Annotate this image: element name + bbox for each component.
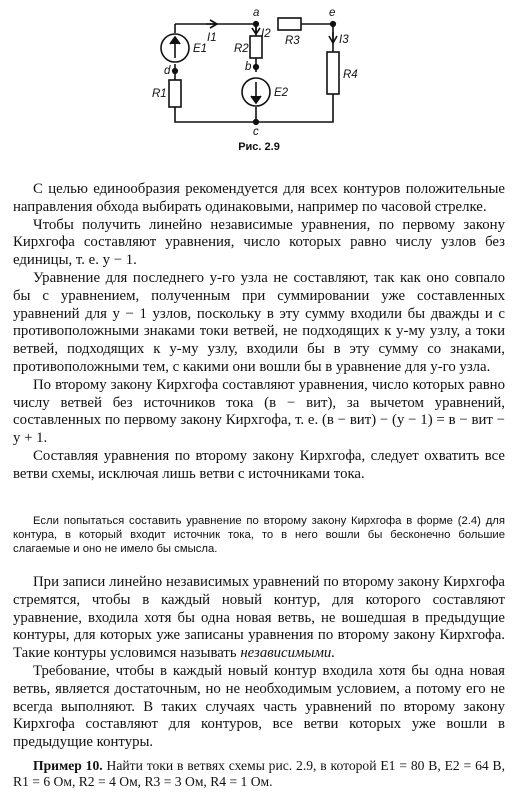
label-node-d: d bbox=[164, 65, 171, 77]
current-i2-arrow bbox=[252, 25, 260, 34]
paragraph-1: С целью единообразия рекомендуется для всех контуров положительные направления обхода выбирать одинаковыми, например по часовой стрелке. bbox=[13, 181, 505, 215]
source-e2-arrow bbox=[251, 82, 261, 103]
node-d-dot bbox=[173, 69, 178, 74]
note-text: Если попытаться составить уравнение по второму закону Кирхгофа в форме (2.4) для контура, в который входит источник тока, то в него вошли бы бесконечно большие слагаемые и оно не имело бы смысла. bbox=[13, 515, 505, 555]
current-i3-arrow bbox=[329, 32, 337, 43]
paragraph-6-emphasis: независимыми. bbox=[240, 645, 336, 662]
paragraph-5: Составляя уравнения по второму закону Кирхгофа, следует охватить все ветви схемы, исключая лишь ветви с источниками тока. bbox=[13, 447, 505, 482]
current-i1-arrow bbox=[206, 20, 217, 28]
resistor-r3 bbox=[278, 18, 301, 30]
example-label: Пример 10. bbox=[33, 758, 103, 773]
label-i3: I3 bbox=[339, 34, 349, 46]
label-r4: R4 bbox=[343, 69, 358, 81]
paragraph-3: Уравнение для последнего y-го узла не составляют, так как оно совпало бы с уравнением, полученным при суммировании уже составленных уравнений для y − 1 узлов, поскольку в эту сумму входили бы дважды и с противоположными знаками токи ветвей, не подходящих к y-му узлу, а токи ветвей, подходящих к y-му узлу, входили бы в эту сумму со знаками, противоположными тем, с какими они вошли бы в уравнение для y-го узла. bbox=[13, 269, 505, 375]
paragraph-2: Чтобы получить линейно независимые уравнения, по первому закону Кирхгофа составляют уравнения, число которых равно числу узлов без единицы, т. е. y − 1. bbox=[13, 216, 505, 269]
paragraph-4: По второму закону Кирхгофа составляют уравнения, число которых равно числу ветвей без источников тока (в − вит), за вычетом уравнений, составленных по первому закону Кирхгофа, т. е. (в − вит) − (y − 1) = в − вит − y + 1. bbox=[13, 376, 505, 447]
wire-top-right bbox=[301, 24, 333, 52]
example-block bbox=[13, 758, 505, 790]
paragraph-7: Требование, чтобы в каждый новый контур входила хотя бы одна новая ветвь, является достаточным, но не необходимым условием, а потому его не всегда выполняют. В таких случаях часть уравнений по второму закону Кирхгофа составляют для контуров, все ветви которых уже вошли в предыдущие контуры. bbox=[13, 662, 505, 751]
body-text bbox=[13, 181, 505, 484]
label-r1: R1 bbox=[152, 88, 167, 100]
resistor-r4 bbox=[327, 52, 339, 94]
resistor-r1 bbox=[169, 80, 181, 107]
node-b-dot bbox=[254, 65, 259, 70]
source-e1-arrow bbox=[170, 37, 180, 58]
label-e1: E1 bbox=[193, 43, 208, 55]
label-e2: E2 bbox=[274, 87, 289, 99]
node-e-dot bbox=[331, 22, 336, 27]
wire-left bbox=[175, 24, 333, 122]
example-paragraph bbox=[13, 758, 505, 790]
example-text: Найти токи в ветвях схемы рис. 2.9, в которой E1 = 80 В, E2 = 64 В, R1 = 6 Ом, R2 = 4 Ом, R3 = 3 Ом, R4 = 1 Ом. bbox=[13, 758, 505, 789]
circuit-figure bbox=[150, 0, 370, 140]
label-r2: R2 bbox=[234, 43, 249, 55]
label-node-a: a bbox=[253, 7, 260, 19]
label-r3: R3 bbox=[285, 35, 300, 47]
paragraph-6-text: При записи линейно независимых уравнений по второму закону Кирхгофа стремятся, чтобы в каждый новый контур, для которого составляют уравнение, входила хотя бы одна новая ветвь, не вошедшая в предыдущие контуры, для которых уже записаны уравнения по второму закону Кирхгофа. Такие контуры условимся называть bbox=[13, 574, 505, 662]
label-i1: I1 bbox=[207, 32, 217, 44]
label-node-e: e bbox=[329, 7, 336, 19]
node-c-dot bbox=[254, 120, 259, 125]
label-node-b: b bbox=[245, 61, 252, 73]
paragraph-6 bbox=[13, 574, 505, 663]
figure-caption: Рис. 2.9 bbox=[238, 141, 280, 153]
body-text-2 bbox=[13, 574, 505, 752]
label-i2: I2 bbox=[261, 28, 271, 40]
note-block bbox=[13, 514, 505, 556]
label-node-c: c bbox=[253, 126, 259, 138]
